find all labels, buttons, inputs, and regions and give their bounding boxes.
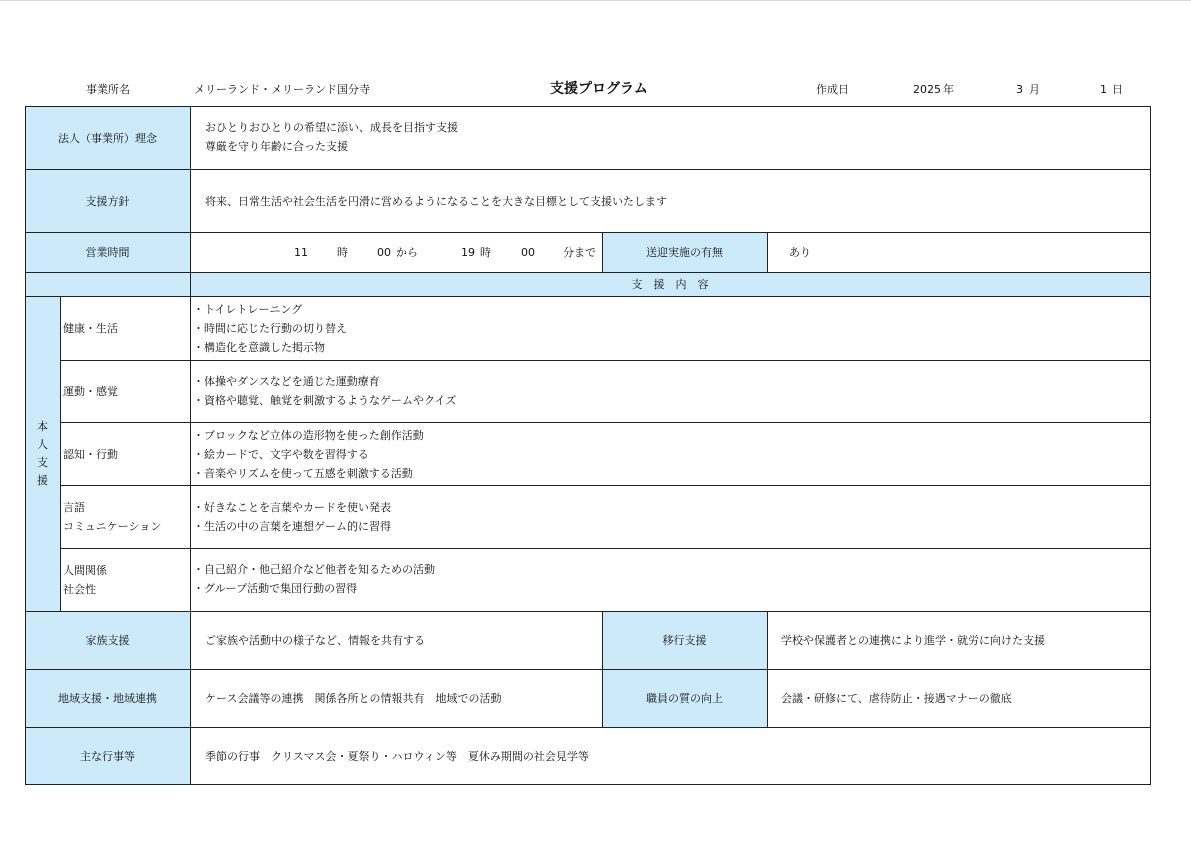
list-item: ・構造化を意識した掲示物: [193, 341, 325, 354]
list-item: ・自己紹介・他己紹介など他者を知るための活動: [193, 563, 435, 576]
events-label: 主な行事等: [80, 749, 135, 763]
family-support-text: ご家族や活動中の様子など、情報を共有する: [205, 634, 425, 647]
hour-unit: 時: [480, 246, 491, 259]
staff-quality-text: 会議・研修にて、虐待防止・接遇マナーの徹底: [781, 692, 1012, 705]
created-day: 1: [1100, 83, 1107, 96]
year-unit: 年: [943, 83, 954, 96]
list-item: ・グループ活動で集団行動の習得: [193, 582, 358, 595]
transport-label: 送迎実施の有無: [646, 246, 723, 259]
category-items-social: [193, 560, 1143, 598]
category-items-motor: [193, 372, 1143, 410]
grid-h-8: [60, 548, 1150, 549]
philosophy-line: おひとりおひとりの希望に添い、成長を目指す支援: [205, 121, 458, 134]
list-item: ・時間に応じた行動の切り替え: [193, 322, 347, 335]
category-label-line: 人間関係: [63, 564, 107, 577]
page-top-border: [0, 0, 1191, 1]
grid-h-5: [60, 360, 1150, 361]
category-label-cognition: 認知・行動: [63, 447, 118, 461]
category-label-line: 言語: [63, 501, 85, 514]
grid-h-bottom: [25, 784, 1150, 785]
personal-support-char: 支: [37, 456, 48, 469]
list-item: ・絵カードで、文字や数を習得する: [193, 448, 369, 461]
category-label-health: 健康・生活: [63, 322, 118, 335]
office-label: 事業所名: [86, 83, 130, 96]
list-item: ・音楽やリズムを使って五感を刺激する活動: [193, 467, 413, 480]
grid-v-label: [190, 106, 191, 785]
philosophy-label: 法人（事業所）理念: [58, 131, 157, 145]
until-text: 分まで: [563, 246, 596, 259]
transition-support-text: 学校や保護者との連携により進学・就労に向けた支援: [781, 634, 1045, 647]
start-minute: 00: [377, 246, 391, 259]
end-minute: 00: [521, 246, 535, 259]
grid-v-personal: [60, 296, 61, 611]
community-support-label: 地域支援・地域連携: [58, 692, 157, 705]
grid-v-transport-r: [767, 232, 768, 273]
office-name: メリーランド・メリーランド国分寺: [194, 83, 370, 96]
transport-value: あり: [789, 246, 811, 259]
hours-label: 営業時間: [85, 246, 130, 259]
grid-v-right: [1150, 106, 1151, 785]
family-support-label: 家族支援: [85, 634, 130, 647]
policy-label: 支援方針: [85, 194, 130, 208]
grid-h-4: [25, 296, 1150, 297]
end-hour: 19: [461, 246, 475, 259]
list-item: ・体操やダンスなどを通じた運動療育: [193, 375, 380, 388]
category-label-language: [63, 498, 188, 536]
staff-quality-label: 職員の質の向上: [646, 692, 723, 705]
philosophy-line: 尊厳を守り年齢に合った支援: [205, 140, 348, 153]
list-item: ・資格や聴覚、触覚を刺激するようなゲームやクイズ: [193, 394, 457, 407]
month-unit: 月: [1029, 83, 1040, 96]
page-title: 支援プログラム: [550, 81, 648, 97]
personal-support-label: [25, 297, 60, 611]
category-items-health: [193, 300, 1143, 357]
category-items-language: [193, 498, 1143, 536]
category-items-cognition: [193, 426, 1143, 483]
day-unit: 日: [1112, 83, 1123, 96]
personal-support-char: 本: [37, 420, 48, 433]
created-year: 2025: [913, 83, 941, 96]
grid-h-6: [60, 422, 1150, 423]
start-hour: 11: [294, 246, 308, 259]
support-content-header: 支 援 内 容: [631, 278, 709, 291]
category-label-line: 社会性: [63, 583, 96, 596]
category-label-line: コミュニケーション: [63, 520, 162, 533]
list-item: ・生活の中の言葉を連想ゲーム的に習得: [193, 520, 391, 533]
from-text: から: [396, 246, 418, 259]
category-label-social: [63, 561, 188, 599]
community-support-text: ケース会議等の連携 関係各所との情報共有 地域での活動: [205, 692, 502, 705]
personal-support-char: 援: [37, 474, 48, 487]
created-month: 3: [1016, 83, 1023, 96]
grid-v-right-label-r: [767, 611, 768, 727]
grid-h-7: [60, 485, 1150, 486]
philosophy-text: [205, 118, 1105, 156]
personal-support-char: 人: [37, 438, 48, 451]
category-label-motor: 運動・感覚: [63, 385, 118, 398]
policy-text: 将来、日常生活や社会生活を円滑に営めるようになることを大きな目標として支援いたします: [205, 194, 667, 208]
transition-support-label: 移行支援: [662, 634, 707, 647]
list-item: ・好きなことを言葉やカードを使い発表: [193, 501, 391, 514]
list-item: ・ブロックなど立体の造形物を使った創作活動: [193, 429, 424, 442]
grid-h-top: [25, 106, 1150, 107]
hour-unit: 時: [337, 246, 348, 259]
events-text: 季節の行事 クリスマス会・夏祭り・ハロウィン等 夏休み期間の社会見学等: [205, 749, 589, 763]
list-item: ・トイレトレーニング: [193, 303, 303, 316]
created-date-label: 作成日: [816, 83, 849, 96]
